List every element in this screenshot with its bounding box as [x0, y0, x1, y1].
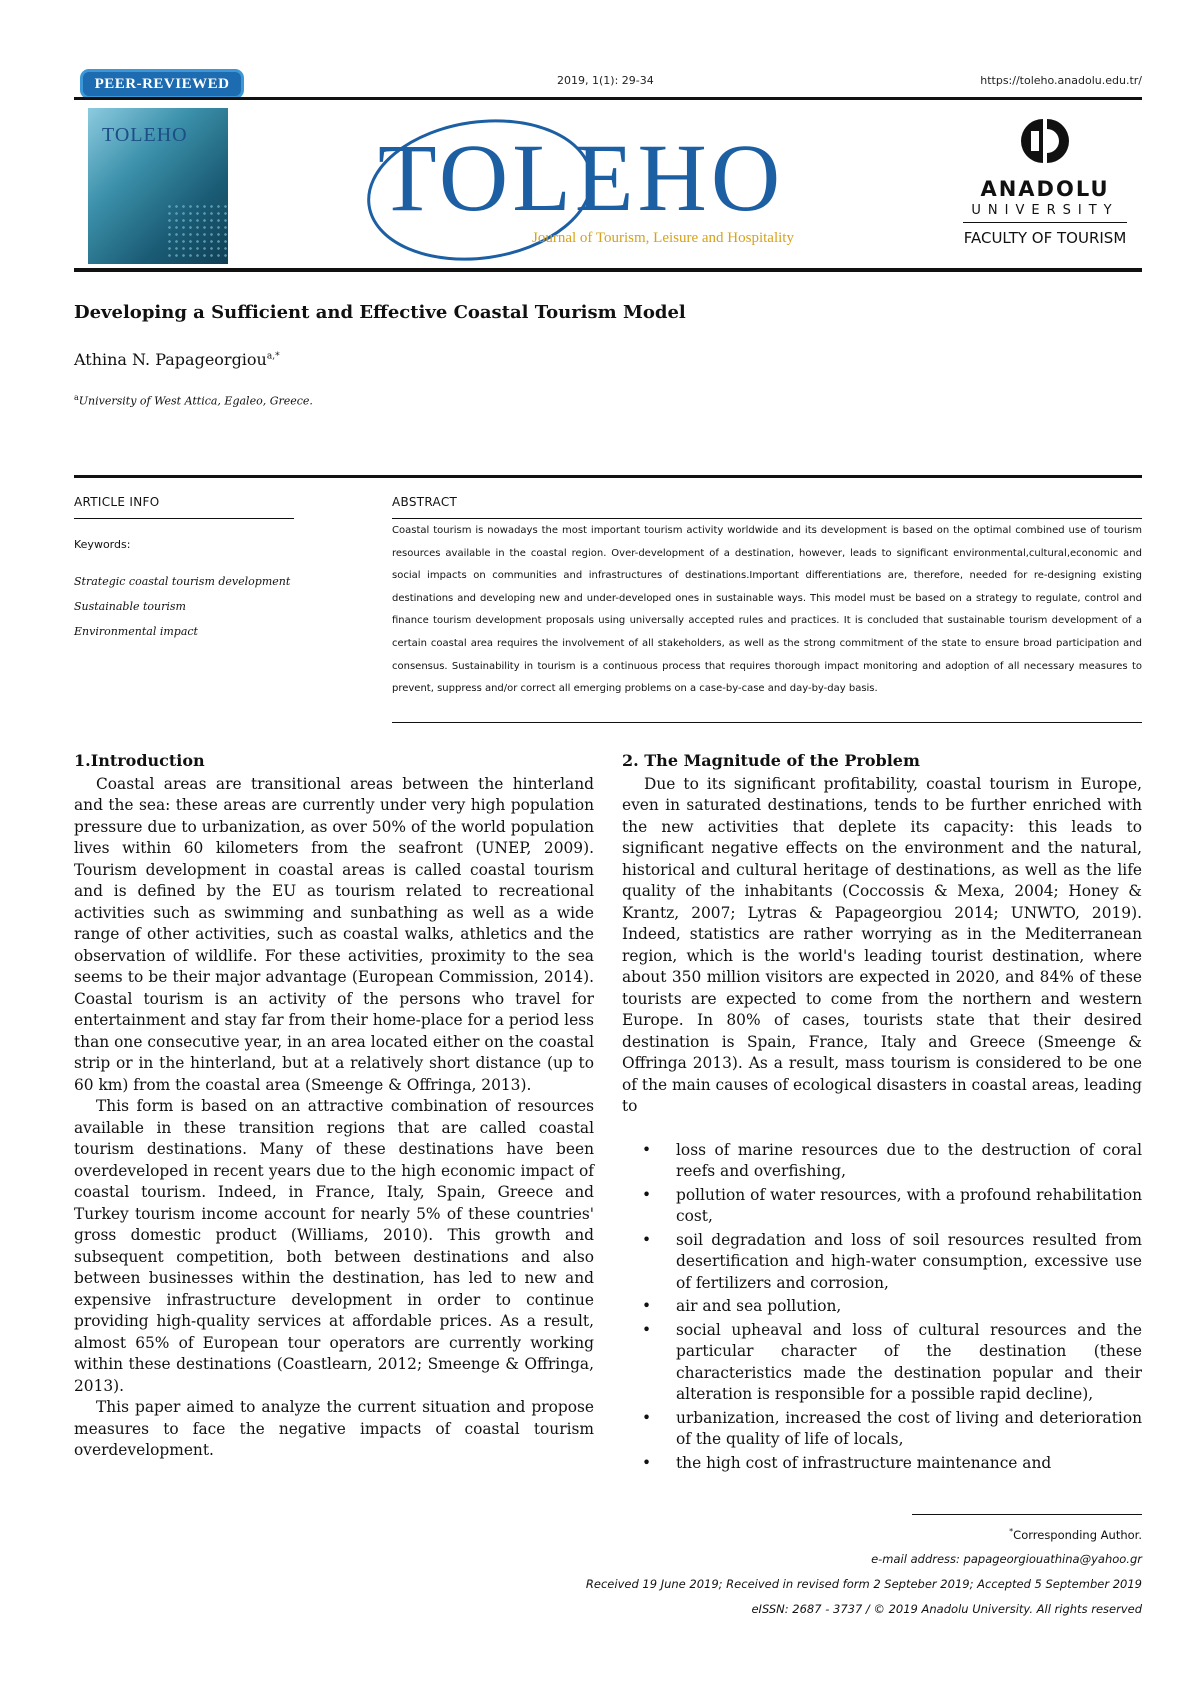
author-name: Athina N. Papageorgiou — [74, 350, 267, 369]
email-address[interactable]: e-mail address: papageorgiouathina@yahoo.gr — [871, 1552, 1142, 1566]
abstract-text: Coastal tourism is nowadays the most important tourism activity worldwide and its development is based on the optimal combined use of tourism resources available in the coastal region. Over-development of a destination, however, leads to significant environmental,cultural,economic and social impacts on communities and infrastructures of destinations.Important differentiations are, therefore, needed for re-designing existing destinations and developing new and under-developed ones in sustainable ways. This model must be based on a strategy to regulate, control and finance tourism development proposals using universally accepted rules and practices. It is concluded that sustainable tourism development of a certain coastal area requires the involvement of all stakeholders, as well as the strong commitment of the state to ensure broad participation and consensus. Sustainability in tourism is a continuous process that requires thorough impact monitoring and adoption of all necessary measures to prevent, suppress and/or correct all emerging problems on a case-by-case and day-by-day basis. — [392, 525, 1142, 695]
faculty-name: FACULTY OF TOURISM — [963, 229, 1127, 247]
journal-cover-image — [88, 108, 228, 264]
footnote-rule — [912, 1514, 1142, 1515]
list-item: • social upheaval and loss of cultural resources and the particular character of the destination (these characteristics made the destination popular and their alteration is responsible for a possible rapid decline), — [642, 1320, 1142, 1403]
list-item: • air and sea pollution, — [622, 1296, 1142, 1318]
corresponding-author-note: *Corresponding Author. — [1009, 1527, 1142, 1542]
abstract-heading: ABSTRACT — [392, 495, 458, 509]
affiliation: University of West Attica, Egaleo, Greece. — [78, 394, 313, 408]
article-info-underline — [74, 518, 294, 519]
journal-url[interactable]: https://toleho.anadolu.edu.tr/ — [980, 74, 1142, 87]
author-superscript: a,* — [266, 351, 280, 362]
bullet-icon: • — [642, 1297, 652, 1315]
keyword-item: Environmental impact — [74, 625, 198, 638]
logo-title: TOLEHO — [378, 124, 785, 231]
logo-subtitle: Journal of Tourism, Leisure and Hospitality — [532, 230, 794, 246]
university-logo — [945, 115, 1145, 247]
cover-dot-pattern — [166, 203, 228, 258]
cover-title: TOLEHO — [102, 124, 188, 146]
bullet-icon: • — [642, 1230, 652, 1249]
peer-reviewed-badge: PEER-REVIEWED — [80, 69, 244, 99]
bullet-icon: • — [642, 1408, 652, 1427]
university-name: ANADOLU — [980, 177, 1110, 201]
list-item: • soil degradation and loss of soil resources resulted from desertification and high-water consumption, excessive use of fertilizers and corrosion, — [642, 1230, 1142, 1292]
university-divider — [963, 222, 1127, 223]
issn-copyright: eISSN: 2687 - 3737 / © 2019 Anadolu University. All rights reserved — [751, 1602, 1142, 1616]
paragraph: Coastal areas are transitional areas between the hinterland and the sea: these areas are currently under very high population pressure due to urbanization, as over 50% of the world population lives within 60 kilometers from the seafront (UNEP, 2009). Tourism development in coastal areas is called coastal tourism and is defined by the EU as tourism related to recreational activities such as swimming and sunbathing as well as a wide range of other activities, such as coastal walks, athletics and the observation of wildlife. For these activities, proximity to the sea seems to be their major advantage (European Commission, 2014). Coastal tourism is an activity of the persons who travel for entertainment and stay far from their home-place for a period less than one consecutive year, in an area located either on the coastal strip or in the hinterland, but at a relatively short distance (up to 60 km) from the coastal area (Smeenge & Offringa, 2013). — [74, 774, 594, 1094]
bullet-icon: • — [642, 1140, 652, 1159]
abstract-underline — [392, 518, 1142, 519]
received-dates: Received 19 June 2019; Received in revised form 2 Septeber 2019; Accepted 5 September 2019 — [585, 1577, 1142, 1591]
article-title: Developing a Sufficient and Effective Coastal Tourism Model — [74, 302, 686, 323]
bullet-icon: • — [642, 1320, 652, 1339]
impact-list — [622, 1140, 1142, 1475]
keyword-item: Sustainable tourism — [74, 600, 186, 613]
corresponding-marker: * — [1009, 1527, 1014, 1536]
header-bottom-rule — [74, 268, 1142, 272]
citation: 2019, 1(1): 29-34 — [557, 74, 654, 87]
bullet-icon: • — [642, 1453, 652, 1472]
magnitude-heading: 2. The Magnitude of the Problem — [622, 751, 920, 770]
bullet-icon: • — [642, 1185, 652, 1204]
header-top-rule — [74, 97, 1142, 100]
author-line — [74, 350, 280, 369]
keywords-label: Keywords: — [74, 538, 131, 551]
magnitude-section — [622, 750, 1142, 1476]
list-item: • pollution of water resources, with a profound rehabilitation cost, — [642, 1185, 1142, 1225]
journal-logo — [360, 112, 860, 262]
keyword-item: Strategic coastal tourism development — [74, 575, 291, 588]
article-info-heading: ARTICLE INFO — [74, 495, 160, 509]
paragraph: This paper aimed to analyze the current situation and propose measures to face the negative impacts of coastal tourism overdevelopment. — [74, 1398, 594, 1459]
list-item: • urbanization, increased the cost of living and deterioration of the quality of life of locals, — [642, 1408, 1142, 1448]
list-item: • the high cost of infrastructure maintenance and — [622, 1453, 1142, 1475]
university-type: UNIVERSITY — [971, 203, 1119, 218]
paragraph: This form is based on an attractive combination of resources available in these transition regions that are called coastal tourism destinations. Many of these destinations have been overdeveloped in recent years due to the high economic impact of coastal tourism. Indeed, in France, Italy, Spain, Greece and Turkey tourism income account for nearly 5% of these countries' gross domestic product (Williams, 2010). This growth and subsequent competition, both between destinations and also between businesses within the destination, has led to new and expensive infrastructure development in order to continue providing high-quality services at affordable prices. As a result, almost 65% of European tour operators are currently working within these destinations (Coastlearn, 2012; Smeenge & Offringa, 2013). — [74, 1097, 594, 1395]
anadolu-emblem-icon — [1017, 115, 1073, 167]
list-item: • loss of marine resources due to the destruction of coral reefs and overfishing, — [642, 1140, 1142, 1180]
article-info-top-rule — [74, 475, 1142, 478]
introduction-section — [74, 750, 594, 1462]
abstract-bottom-rule — [392, 722, 1142, 723]
introduction-heading: 1.Introduction — [74, 751, 205, 770]
affiliation-line — [74, 393, 313, 408]
affiliation-superscript: a — [74, 393, 79, 402]
paragraph: Due to its significant profitability, coastal tourism in Europe, even in saturated destinations, tends to be further enriched with the new activities that deplete its capacity: this leads to significant negative effects on the environment and the natural, historical and cultural heritage of destinations, as well as the life quality of the inhabitants (Coccossis & Mexa, 2004; Honey & Krantz, 2007; Lytras & Papageorgiou 2014; UNWTO, 2019). Indeed, statistics are rather worrying as in the Mediterranean region, which is the world's leading tourist destination, where about 350 million visitors are expected in 2020, and 84% of these tourists are expected to come from the northern and western Europe. In 80% of cases, tourists state that their desired destination is Spain, France, Italy and Greece (Smeenge & Offringa 2013). As a result, mass tourism is considered to be one of the main causes of ecological disasters in coastal areas, leading to — [622, 774, 1142, 1115]
